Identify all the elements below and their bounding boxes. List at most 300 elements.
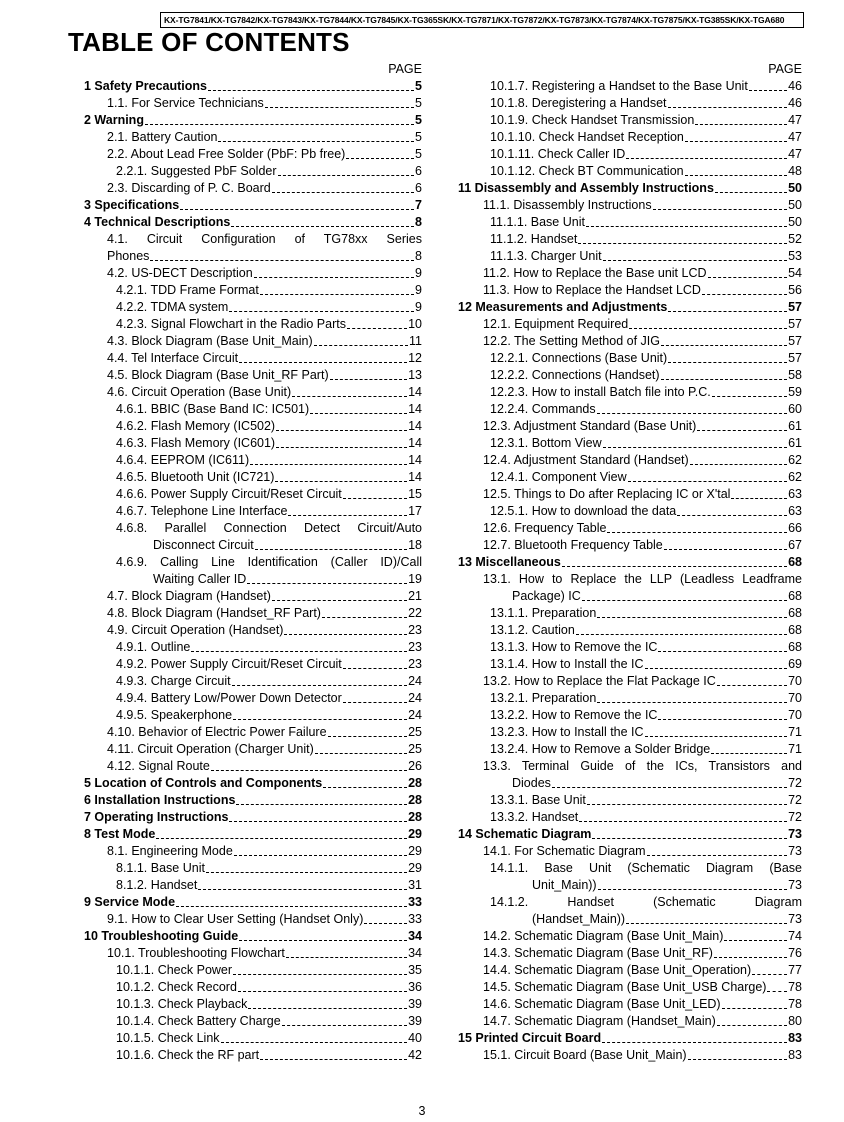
toc-entry-title: 8 Test Mode bbox=[84, 827, 156, 841]
dot-leader bbox=[265, 95, 414, 108]
page-column-label: PAGE bbox=[768, 62, 802, 76]
toc-entry-title: 12.3.1. Bottom View bbox=[490, 436, 602, 450]
toc-entry-page: 10 bbox=[408, 317, 422, 331]
toc-entry-title: 10.1.9. Check Handset Transmission bbox=[490, 113, 695, 127]
toc-entry[interactable] bbox=[78, 979, 422, 996]
toc-entry-title: 9 Service Mode bbox=[84, 895, 176, 909]
toc-entry[interactable] bbox=[78, 367, 422, 384]
toc-entry[interactable] bbox=[78, 384, 422, 401]
toc-entry[interactable] bbox=[454, 1013, 802, 1030]
toc-entry-title: 10.1.10. Check Handset Reception bbox=[490, 130, 684, 144]
toc-entry-title: 4.7. Block Diagram (Handset) bbox=[107, 589, 271, 603]
toc-entry[interactable] bbox=[78, 78, 422, 95]
toc-entry[interactable] bbox=[454, 265, 802, 282]
toc-entry-page: 57 bbox=[788, 351, 802, 365]
dot-leader bbox=[592, 826, 787, 839]
dot-leader bbox=[685, 163, 787, 176]
toc-entry-page: 31 bbox=[408, 878, 422, 892]
toc-entry-title: 10.1.11. Check Caller ID bbox=[490, 147, 626, 161]
toc-entry[interactable] bbox=[454, 503, 802, 520]
dot-leader bbox=[234, 843, 407, 856]
toc-entry[interactable] bbox=[78, 673, 422, 690]
toc-entry-page: 15 bbox=[408, 487, 422, 501]
toc-entry[interactable] bbox=[78, 469, 422, 486]
toc-entry-page: 61 bbox=[788, 419, 802, 433]
toc-entry[interactable] bbox=[454, 962, 802, 979]
toc-entry-page: 46 bbox=[788, 96, 802, 110]
dot-leader bbox=[749, 78, 787, 91]
dot-leader bbox=[343, 486, 407, 499]
toc-entry[interactable] bbox=[78, 911, 422, 928]
toc-entry-page: 42 bbox=[408, 1048, 422, 1062]
toc-entry-title: 13.2. How to Replace the Flat Package IC bbox=[483, 674, 716, 688]
toc-entry-page: 50 bbox=[788, 198, 802, 212]
toc-entry-page: 80 bbox=[788, 1014, 802, 1028]
toc-entry-page: 29 bbox=[408, 861, 422, 875]
page-column-label: PAGE bbox=[388, 62, 422, 76]
toc-entry[interactable] bbox=[454, 673, 802, 690]
toc-entry[interactable] bbox=[454, 469, 802, 486]
toc-entry[interactable] bbox=[454, 554, 802, 571]
toc-entry-page: 59 bbox=[788, 385, 802, 399]
dot-leader bbox=[598, 877, 787, 890]
dot-leader bbox=[626, 911, 787, 924]
toc-entry-title: 13.2.1. Preparation bbox=[490, 691, 597, 705]
toc-entry[interactable] bbox=[78, 452, 422, 469]
toc-entry-page: 52 bbox=[788, 232, 802, 246]
toc-entry[interactable] bbox=[454, 860, 802, 894]
toc-entry-page: 72 bbox=[788, 793, 802, 807]
toc-entry-title: 1 Safety Precautions bbox=[84, 79, 207, 93]
toc-entry-page: 28 bbox=[408, 793, 422, 807]
toc-entry-title: 3 Specifications bbox=[84, 198, 180, 212]
toc-entry-page: 13 bbox=[408, 368, 422, 382]
toc-entry[interactable] bbox=[454, 333, 802, 350]
toc-entry-title: 4.1. Circuit Configuration of TG78xx Series bbox=[107, 232, 422, 246]
toc-entry[interactable] bbox=[454, 809, 802, 826]
toc-entry[interactable] bbox=[78, 112, 422, 129]
dot-leader bbox=[343, 656, 407, 669]
toc-entry-page: 40 bbox=[408, 1031, 422, 1045]
toc-entry[interactable] bbox=[454, 826, 802, 843]
toc-entry-title: 4.9. Circuit Operation (Handset) bbox=[107, 623, 284, 637]
toc-entry[interactable] bbox=[78, 1030, 422, 1047]
toc-entry-title: 13.1.4. How to Install the IC bbox=[490, 657, 644, 671]
toc-entry-page: 46 bbox=[788, 79, 802, 93]
toc-entry[interactable] bbox=[78, 707, 422, 724]
dot-leader bbox=[145, 112, 414, 125]
toc-entry-page: 68 bbox=[788, 606, 802, 620]
toc-entry-page: 18 bbox=[408, 538, 422, 552]
toc-entry-title: 8.1. Engineering Mode bbox=[107, 844, 233, 858]
dot-leader bbox=[668, 299, 787, 312]
toc-entry-title: 13.2.2. How to Remove the IC bbox=[490, 708, 658, 722]
toc-entry[interactable] bbox=[78, 894, 422, 911]
toc-entry-title: 13.1.1. Preparation bbox=[490, 606, 597, 620]
toc-entry-title: 4.9.1. Outline bbox=[116, 640, 191, 654]
toc-entry[interactable] bbox=[78, 282, 422, 299]
toc-entry[interactable] bbox=[454, 741, 802, 758]
toc-entry-title: 12.2.4. Commands bbox=[490, 402, 596, 416]
toc-entry[interactable] bbox=[78, 146, 422, 163]
toc-entry[interactable] bbox=[454, 605, 802, 622]
dot-leader bbox=[653, 197, 788, 210]
toc-entry-title: 4.6.3. Flash Memory (IC601) bbox=[116, 436, 276, 450]
toc-entry-title: 4.2.2. TDMA system bbox=[116, 300, 229, 314]
dot-leader bbox=[724, 928, 787, 941]
toc-entry-page: 14 bbox=[408, 436, 422, 450]
toc-entry[interactable] bbox=[78, 418, 422, 435]
dot-leader bbox=[629, 316, 787, 329]
toc-entry[interactable] bbox=[78, 486, 422, 503]
toc-entry[interactable] bbox=[78, 265, 422, 282]
toc-entry-title: 4.3. Block Diagram (Base Unit_Main) bbox=[107, 334, 313, 348]
dot-leader bbox=[272, 180, 414, 193]
toc-entry-title: 13.1.2. Caution bbox=[490, 623, 575, 637]
dot-leader bbox=[322, 605, 407, 618]
toc-entry[interactable] bbox=[454, 78, 802, 95]
toc-entry[interactable] bbox=[454, 299, 802, 316]
toc-entry[interactable] bbox=[78, 690, 422, 707]
toc-entry[interactable] bbox=[454, 452, 802, 469]
toc-entry-title: 8.1.1. Base Unit bbox=[116, 861, 205, 875]
toc-entry-title-cont: Package) IC bbox=[512, 589, 581, 603]
toc-entry[interactable] bbox=[78, 129, 422, 146]
toc-entry-title: 11.1.3. Charger Unit bbox=[490, 249, 602, 263]
dot-leader bbox=[628, 469, 787, 482]
dot-leader bbox=[578, 231, 787, 244]
toc-entry[interactable] bbox=[78, 520, 422, 554]
toc-entry[interactable] bbox=[454, 707, 802, 724]
toc-entry-page: 28 bbox=[408, 776, 422, 790]
toc-entry-page: 14 bbox=[408, 470, 422, 484]
toc-entry[interactable] bbox=[454, 248, 802, 265]
toc-entry[interactable] bbox=[78, 928, 422, 945]
toc-entry-title: 12.2.2. Connections (Handset) bbox=[490, 368, 660, 382]
toc-entry[interactable] bbox=[454, 656, 802, 673]
toc-entry[interactable] bbox=[78, 554, 422, 588]
toc-entry-title-cont: Diodes bbox=[512, 776, 551, 790]
toc-entry-page: 83 bbox=[788, 1031, 802, 1045]
toc-entry-page: 22 bbox=[408, 606, 422, 620]
toc-entry[interactable] bbox=[454, 112, 802, 129]
toc-entry[interactable] bbox=[454, 418, 802, 435]
dot-leader bbox=[626, 146, 787, 159]
toc-entry-page: 66 bbox=[788, 521, 802, 535]
toc-entry[interactable] bbox=[454, 197, 802, 214]
toc-entry[interactable] bbox=[454, 894, 802, 928]
toc-entry-title: 10.1.1. Check Power bbox=[116, 963, 233, 977]
toc-entry-title: 14.2. Schematic Diagram (Base Unit_Main) bbox=[483, 929, 724, 943]
dot-leader bbox=[260, 1047, 407, 1060]
toc-entry[interactable] bbox=[78, 163, 422, 180]
toc-entry-title: 6 Installation Instructions bbox=[84, 793, 236, 807]
toc-entry-page: 29 bbox=[408, 827, 422, 841]
toc-entry[interactable] bbox=[78, 214, 422, 231]
toc-entry-title: 13.1. How to Replace the LLP (Leadless Leadframe bbox=[483, 572, 802, 586]
dot-leader bbox=[658, 639, 787, 652]
toc-entry[interactable] bbox=[454, 724, 802, 741]
dot-leader bbox=[602, 1030, 787, 1043]
toc-entry[interactable] bbox=[78, 435, 422, 452]
dot-leader bbox=[288, 503, 407, 516]
toc-entry[interactable] bbox=[78, 877, 422, 894]
dot-leader bbox=[607, 520, 787, 533]
toc-entry[interactable] bbox=[454, 163, 802, 180]
toc-entry[interactable] bbox=[454, 1030, 802, 1047]
toc-entry[interactable] bbox=[78, 622, 422, 639]
toc-entry-title-cont: (Handset_Main)) bbox=[532, 912, 626, 926]
toc-entry-title: 10.1.2. Check Record bbox=[116, 980, 237, 994]
toc-entry[interactable] bbox=[454, 95, 802, 112]
dot-leader bbox=[276, 435, 407, 448]
toc-entry-page: 21 bbox=[408, 589, 422, 603]
dot-leader bbox=[661, 333, 787, 346]
toc-entry[interactable] bbox=[454, 520, 802, 537]
toc-right-column bbox=[454, 61, 802, 1064]
dot-leader bbox=[603, 435, 787, 448]
toc-entry-title: 10.1.4. Check Battery Charge bbox=[116, 1014, 281, 1028]
toc-entry-page: 9 bbox=[415, 300, 422, 314]
dot-leader bbox=[668, 95, 788, 108]
toc-entry-page: 26 bbox=[408, 759, 422, 773]
dot-leader bbox=[229, 809, 407, 822]
toc-entry[interactable] bbox=[454, 486, 802, 503]
toc-entry-title: 10.1.6. Check the RF part bbox=[116, 1048, 260, 1062]
dot-leader bbox=[206, 860, 407, 873]
toc-entry-title: 12.4. Adjustment Standard (Handset) bbox=[483, 453, 689, 467]
toc-entry-title: 12.5. Things to Do after Replacing IC or X'tal bbox=[483, 487, 731, 501]
toc-entry-page: 23 bbox=[408, 657, 422, 671]
toc-entry-title: 13.3.2. Handset bbox=[490, 810, 579, 824]
toc-entry-title: 14.1.2. Handset (Schematic Diagram bbox=[490, 895, 802, 909]
toc-entry-title: 13.3. Terminal Guide of the ICs, Transistors and bbox=[483, 759, 802, 773]
dot-leader bbox=[346, 146, 414, 159]
toc-entry[interactable] bbox=[78, 639, 422, 656]
toc-entry[interactable] bbox=[454, 282, 802, 299]
toc-entry-page: 29 bbox=[408, 844, 422, 858]
dot-leader bbox=[661, 367, 788, 380]
dot-leader bbox=[191, 639, 407, 652]
toc-entry[interactable] bbox=[78, 860, 422, 877]
toc-entry-page: 57 bbox=[788, 317, 802, 331]
toc-entry-page: 39 bbox=[408, 1014, 422, 1028]
toc-entry-title: 4.12. Signal Route bbox=[107, 759, 210, 773]
toc-entry-page: 77 bbox=[788, 963, 802, 977]
dot-leader bbox=[233, 707, 407, 720]
toc-entry-title: 15 Printed Circuit Board bbox=[458, 1031, 602, 1045]
dot-leader bbox=[702, 282, 787, 295]
toc-entry-title: 4.6.9. Calling Line Identification (Caller ID)/Call bbox=[116, 555, 422, 569]
toc-entry[interactable] bbox=[78, 996, 422, 1013]
dot-leader bbox=[278, 163, 415, 176]
toc-entry[interactable] bbox=[454, 146, 802, 163]
toc-entry[interactable] bbox=[78, 231, 422, 265]
dot-leader bbox=[714, 945, 787, 958]
toc-entry-page: 68 bbox=[788, 623, 802, 637]
toc-entry-page: 72 bbox=[788, 776, 802, 790]
toc-entry-page: 34 bbox=[408, 929, 422, 943]
toc-entry[interactable] bbox=[78, 656, 422, 673]
toc-entry[interactable] bbox=[78, 180, 422, 197]
toc-entry-title: 4.11. Circuit Operation (Charger Unit) bbox=[107, 742, 314, 756]
toc-entry-title: 12.5.1. How to download the data bbox=[490, 504, 677, 518]
toc-entry-page: 74 bbox=[788, 929, 802, 943]
toc-entry-page: 50 bbox=[788, 215, 802, 229]
toc-entry[interactable] bbox=[454, 384, 802, 401]
dot-leader bbox=[248, 996, 407, 1009]
toc-entry[interactable] bbox=[454, 1047, 802, 1064]
toc-entry[interactable] bbox=[78, 792, 422, 809]
toc-entry[interactable] bbox=[454, 401, 802, 418]
toc-entry-title: 14.6. Schematic Diagram (Base Unit_LED) bbox=[483, 997, 721, 1011]
toc-entry[interactable] bbox=[78, 758, 422, 775]
toc-entry-page: 5 bbox=[415, 130, 422, 144]
toc-entry[interactable] bbox=[78, 962, 422, 979]
toc-entry-page: 69 bbox=[788, 657, 802, 671]
toc-entry[interactable] bbox=[78, 775, 422, 792]
toc-entry-page: 8 bbox=[415, 215, 422, 229]
toc-entry-title: 14.3. Schematic Diagram (Base Unit_RF) bbox=[483, 946, 713, 960]
toc-entry[interactable] bbox=[454, 843, 802, 860]
toc-entry-page: 47 bbox=[788, 130, 802, 144]
dot-leader bbox=[690, 452, 787, 465]
dot-leader bbox=[647, 843, 788, 856]
toc-entry[interactable] bbox=[454, 350, 802, 367]
toc-entry[interactable] bbox=[78, 316, 422, 333]
toc-entry-title: 4.5. Block Diagram (Base Unit_RF Part) bbox=[107, 368, 329, 382]
toc-entry[interactable] bbox=[78, 299, 422, 316]
toc-entry-page: 73 bbox=[788, 844, 802, 858]
toc-entry[interactable] bbox=[454, 979, 802, 996]
toc-entry-title: 4.4. Tel Interface Circuit bbox=[107, 351, 239, 365]
dot-leader bbox=[314, 333, 408, 346]
toc-entry-page: 47 bbox=[788, 113, 802, 127]
dot-leader bbox=[221, 1030, 408, 1043]
toc-entry-title-cont: Phones bbox=[107, 249, 150, 263]
dot-leader bbox=[552, 775, 787, 788]
toc-entry-page: 14 bbox=[408, 419, 422, 433]
dot-leader bbox=[310, 401, 407, 414]
dot-leader bbox=[347, 316, 407, 329]
toc-entry-page: 39 bbox=[408, 997, 422, 1011]
toc-entry[interactable] bbox=[78, 95, 422, 112]
toc-entry-page: 68 bbox=[788, 640, 802, 654]
toc-entry[interactable] bbox=[454, 180, 802, 197]
toc-entry-page: 5 bbox=[415, 96, 422, 110]
toc-entry-page: 63 bbox=[788, 504, 802, 518]
toc-entry-page: 14 bbox=[408, 402, 422, 416]
toc-entry[interactable] bbox=[78, 197, 422, 214]
dot-leader bbox=[328, 724, 408, 737]
toc-entry-page: 5 bbox=[415, 113, 422, 127]
dot-leader bbox=[315, 741, 407, 754]
toc-entry[interactable] bbox=[454, 928, 802, 945]
toc-entry[interactable] bbox=[78, 1013, 422, 1030]
toc-entry[interactable] bbox=[78, 1047, 422, 1064]
toc-entry[interactable] bbox=[454, 316, 802, 333]
toc-entry-page: 68 bbox=[788, 555, 802, 569]
toc-entry-page: 34 bbox=[408, 946, 422, 960]
toc-entry-page: 76 bbox=[788, 946, 802, 960]
toc-entry-title: 13.1.3. How to Remove the IC bbox=[490, 640, 658, 654]
dot-leader bbox=[218, 129, 414, 142]
toc-entry-title: 10.1.3. Check Playback bbox=[116, 997, 248, 1011]
toc-entry[interactable] bbox=[78, 350, 422, 367]
toc-entry-title: 11.3. How to Replace the Handset LCD bbox=[483, 283, 701, 297]
toc-entry[interactable] bbox=[78, 741, 422, 758]
toc-entry-page: 7 bbox=[415, 198, 422, 212]
dot-leader bbox=[711, 741, 787, 754]
toc-entry[interactable] bbox=[78, 724, 422, 741]
toc-entry[interactable] bbox=[454, 792, 802, 809]
toc-entry[interactable] bbox=[78, 401, 422, 418]
toc-entry-title: 4.9.2. Power Supply Circuit/Reset Circuit bbox=[116, 657, 342, 671]
dot-leader bbox=[260, 282, 414, 295]
dot-leader bbox=[150, 248, 414, 261]
toc-left-column bbox=[78, 61, 422, 1064]
dot-leader bbox=[582, 588, 787, 601]
toc-entry[interactable] bbox=[78, 588, 422, 605]
toc-entry[interactable] bbox=[454, 639, 802, 656]
toc-entry-page: 73 bbox=[788, 878, 802, 892]
toc-entry[interactable] bbox=[454, 537, 802, 554]
dot-leader bbox=[587, 792, 787, 805]
toc-entry[interactable] bbox=[78, 503, 422, 520]
toc-entry[interactable] bbox=[78, 826, 422, 843]
dot-leader bbox=[586, 214, 787, 227]
toc-entry[interactable] bbox=[78, 333, 422, 350]
toc-entry[interactable] bbox=[454, 435, 802, 452]
toc-entry-title: 4.6.6. Power Supply Circuit/Reset Circuit bbox=[116, 487, 342, 501]
toc-entry-title: 9.1. How to Clear User Setting (Handset Only) bbox=[107, 912, 364, 926]
toc-entry-page: 24 bbox=[408, 691, 422, 705]
toc-entry-page: 62 bbox=[788, 470, 802, 484]
toc-entry-page: 47 bbox=[788, 147, 802, 161]
toc-entry[interactable] bbox=[454, 945, 802, 962]
toc-entry-title: 10.1.5. Check Link bbox=[116, 1031, 220, 1045]
dot-leader bbox=[579, 809, 787, 822]
toc-entry-title: 13.2.4. How to Remove a Solder Bridge bbox=[490, 742, 711, 756]
toc-entry[interactable] bbox=[78, 605, 422, 622]
toc-entry-title: 11.1.1. Base Unit bbox=[490, 215, 585, 229]
toc-entry[interactable] bbox=[454, 690, 802, 707]
toc-entry-page: 9 bbox=[415, 283, 422, 297]
dot-leader bbox=[695, 112, 787, 125]
toc-entry[interactable] bbox=[454, 622, 802, 639]
toc-entry[interactable] bbox=[454, 214, 802, 231]
dot-leader bbox=[176, 894, 407, 907]
toc-entry-page: 83 bbox=[788, 1048, 802, 1062]
toc-entry-title: 4.2.3. Signal Flowchart in the Radio Parts bbox=[116, 317, 346, 331]
toc-entry[interactable] bbox=[78, 843, 422, 860]
toc-entry[interactable] bbox=[454, 231, 802, 248]
toc-entry[interactable] bbox=[454, 996, 802, 1013]
toc-entry-title: 4.10. Behavior of Electric Power Failure bbox=[107, 725, 327, 739]
toc-entry[interactable] bbox=[454, 571, 802, 605]
toc-entry[interactable] bbox=[454, 129, 802, 146]
toc-entry-title-cont: Unit_Main)) bbox=[532, 878, 597, 892]
toc-entry[interactable] bbox=[454, 758, 802, 792]
toc-entry-title: 10.1.12. Check BT Communication bbox=[490, 164, 684, 178]
toc-entry-title: 4.8. Block Diagram (Handset_RF Part) bbox=[107, 606, 321, 620]
toc-entry-title: 12 Measurements and Adjustments bbox=[458, 300, 668, 314]
toc-entry[interactable] bbox=[78, 809, 422, 826]
toc-entry[interactable] bbox=[454, 367, 802, 384]
dot-leader bbox=[364, 911, 407, 924]
toc-entry-page: 8 bbox=[415, 249, 422, 263]
toc-entry[interactable] bbox=[78, 945, 422, 962]
